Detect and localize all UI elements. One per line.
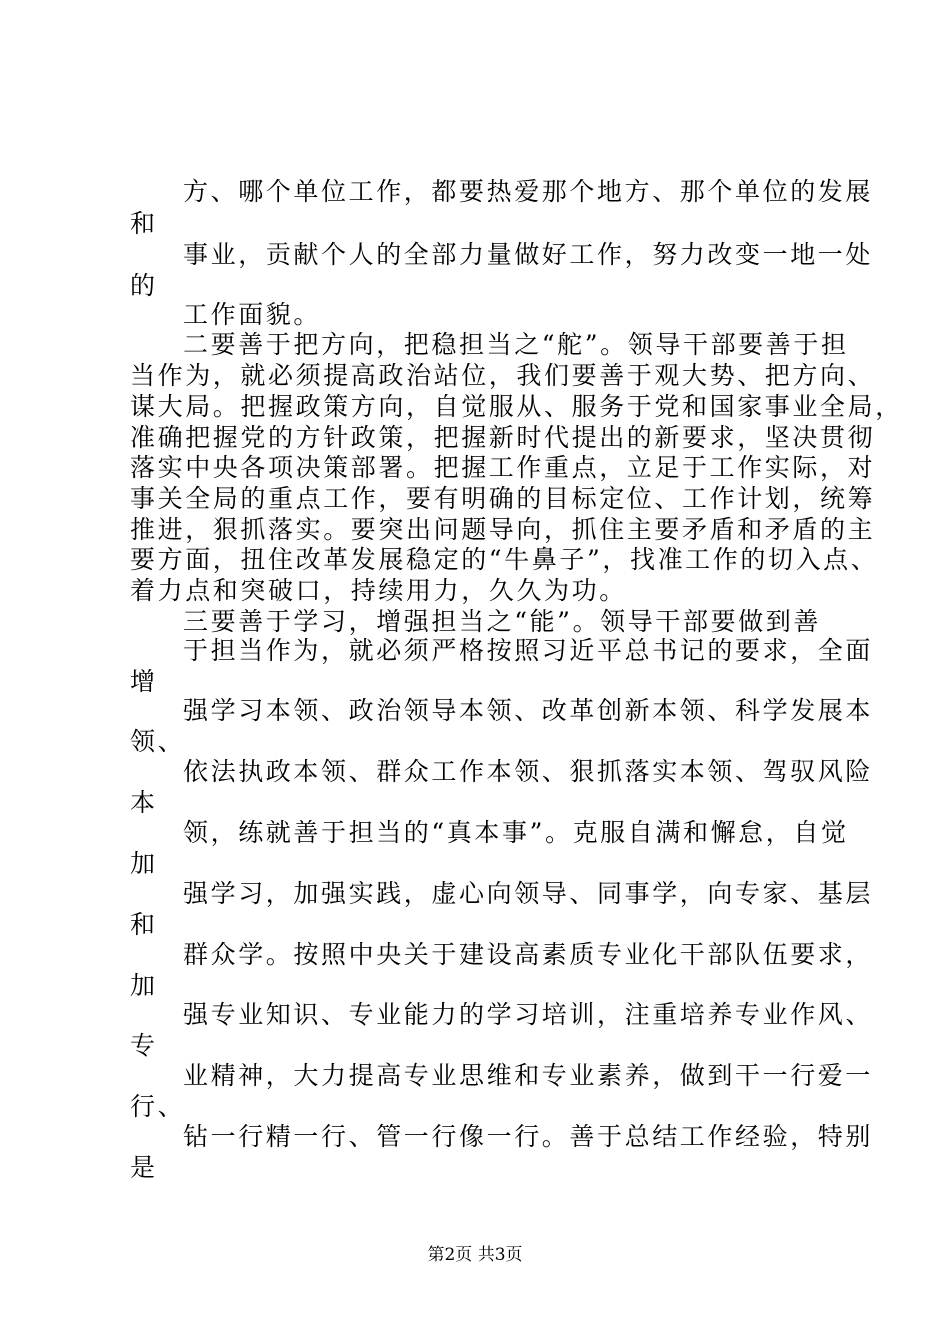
text-line: 业精神，大力提高专业思维和专业素养，做到干一行爱一 bbox=[183, 1061, 874, 1090]
page-number-footer: 第2页 共3页 bbox=[427, 1245, 523, 1265]
text-line: 行、 bbox=[130, 1092, 186, 1121]
text-line: 方、哪个单位工作，都要热爱那个地方、那个单位的发展 bbox=[183, 177, 874, 206]
text-line: 加 bbox=[130, 849, 158, 878]
text-line: 是 bbox=[130, 1153, 158, 1182]
text-line: 准确把握党的方针政策，把握新时代提出的新要求，坚决贯彻 bbox=[130, 423, 876, 452]
text-line: 谋大局。把握政策方向，自觉服从、服务于党和国家事业全局， bbox=[130, 392, 903, 421]
text-line: 的 bbox=[130, 271, 158, 300]
text-line: 增 bbox=[130, 667, 158, 696]
text-line: 领、 bbox=[130, 727, 186, 756]
text-line: 强专业知识、专业能力的学习培训，注重培养专业作风、 bbox=[183, 1000, 874, 1029]
text-line: 钻一行精一行、管一行像一行。善于总结工作经验，特别 bbox=[183, 1122, 874, 1151]
text-line: 三要善于学习，增强担当之“能”。领导干部要做到善 bbox=[183, 607, 821, 636]
text-line: 推进，狠抓落实。要突出问题导向，抓住主要矛盾和矛盾的主 bbox=[130, 515, 876, 544]
text-line: 领，练就善于担当的“真本事”。克服自满和懈怠，自觉 bbox=[183, 818, 849, 847]
text-line: 二要善于把方向，把稳担当之“舵”。领导干部要善于担 bbox=[183, 330, 849, 359]
text-line: 落实中央各项决策部署。把握工作重点，立足于工作实际，对 bbox=[130, 453, 876, 482]
text-line: 强学习本领、政治领导本领、改革创新本领、科学发展本 bbox=[183, 696, 874, 725]
text-line: 当作为，就必须提高政治站位，我们要善于观大势、把方向、 bbox=[130, 361, 876, 390]
text-line: 加 bbox=[130, 971, 158, 1000]
text-line: 群众学。按照中央关于建设高素质专业化干部队伍要求， bbox=[183, 940, 874, 969]
text-line: 着力点和突破口，持续用力，久久为功。 bbox=[130, 576, 627, 605]
text-line: 本 bbox=[130, 788, 158, 817]
text-line: 于担当作为，就必须严格按照习近平总书记的要求，全面 bbox=[183, 636, 874, 665]
text-line: 和 bbox=[130, 209, 158, 238]
text-line: 依法执政本领、群众工作本领、狠抓落实本领、驾驭风险 bbox=[183, 757, 874, 786]
text-line: 要方面，扭住改革发展稳定的“牛鼻子”，找准工作的切入点、 bbox=[130, 545, 879, 574]
text-line: 事关全局的重点工作，要有明确的目标定位、工作计划，统筹 bbox=[130, 484, 876, 513]
text-line: 专 bbox=[130, 1031, 158, 1060]
text-line: 和 bbox=[130, 910, 158, 939]
text-line: 强学习，加强实践，虚心向领导、同事学，向专家、基层 bbox=[183, 879, 874, 908]
text-line: 工作面貌。 bbox=[183, 300, 322, 329]
text-line: 事业，贡献个人的全部力量做好工作，努力改变一地一处 bbox=[183, 240, 874, 269]
